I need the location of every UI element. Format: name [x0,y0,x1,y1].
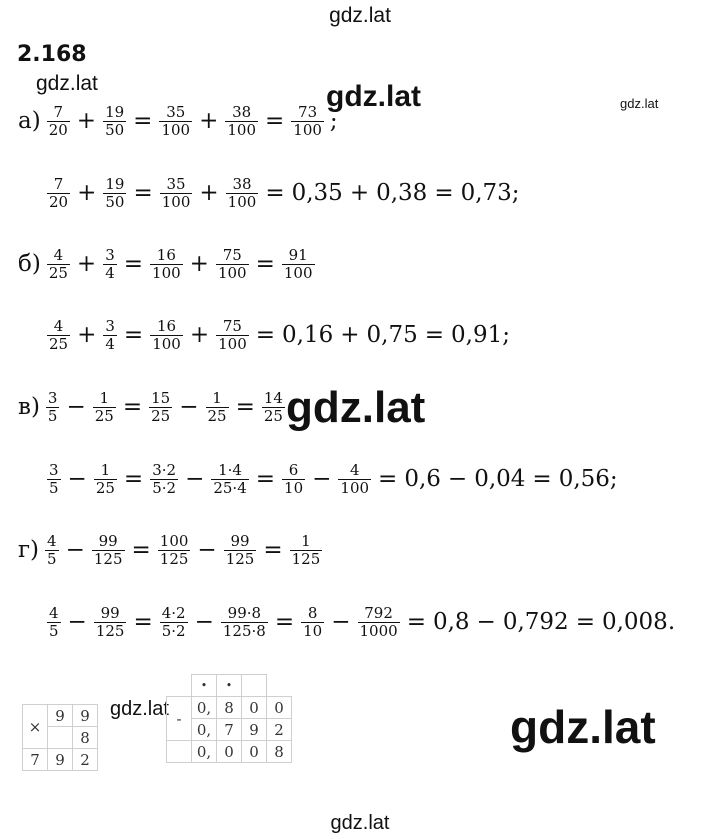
fraction [290,533,323,568]
denominator: 100 [227,121,256,139]
fraction [45,533,59,568]
operator: = [274,609,295,635]
numerator: 1 [99,389,110,407]
fraction [47,104,70,139]
operator: = [532,466,552,492]
sub-cell: 0 [217,741,242,763]
value: 0,91; [451,322,511,348]
denominator: 100 [340,479,370,497]
mul-cell: 9 [48,749,73,771]
fraction [46,390,60,425]
denominator: 100 [293,121,322,139]
equation-line [44,605,678,640]
watermark-bottom: gdz.lat [330,812,390,834]
operator: + [77,322,97,348]
subtraction-table [166,674,292,763]
mul-sign: × [23,705,48,749]
denominator: 50 [105,193,125,211]
operator: − [476,609,496,635]
fraction [150,462,178,497]
problem-number: 2.168 [17,42,87,67]
fraction [159,104,192,139]
denominator: 5·2 [161,622,186,640]
watermark-left: gdz.lat [36,72,98,95]
fraction [149,390,172,425]
denominator: 5 [49,479,59,497]
fraction [160,176,193,211]
denominator: 5 [47,407,58,425]
operator: = [265,180,285,206]
denominator: 125 [291,550,321,568]
value: 0,04 [474,466,526,492]
sub-cell: 0 [242,697,267,719]
operator: − [194,609,214,635]
numerator: 99 [98,532,118,550]
fraction [211,462,248,497]
operator: = [255,251,275,277]
numerator: 73 [298,103,318,121]
numerator: 35 [166,103,186,121]
denominator: 25 [94,407,114,425]
denominator: 25 [95,479,115,497]
operator: = [434,180,454,206]
operator: − [67,466,87,492]
item-label: а) [18,108,41,134]
sub-sign: - [167,697,192,741]
mul-cell [48,727,73,749]
value: 0,6 [404,466,441,492]
operator: − [179,394,199,420]
mul-cell: 2 [73,749,98,771]
fraction [150,247,183,282]
operator: + [349,180,370,206]
numerator: 16 [156,317,177,335]
value: 0,8 [432,609,470,635]
numerator: 38 [232,103,252,121]
operator: − [447,466,468,492]
fraction [92,533,125,568]
numerator: 4 [53,246,64,264]
operator: = [123,466,144,492]
equation-line [18,247,318,282]
value: 0,008. [601,609,676,635]
denominator: 5 [49,622,59,640]
denominator: 125·8 [222,622,266,640]
denominator: 10 [303,622,323,640]
denominator: 125 [95,622,125,640]
operator: = [406,609,426,635]
fraction [224,533,257,568]
value: 0,75 [366,322,418,348]
numerator: 99 [230,532,250,550]
numerator: 16 [156,246,176,264]
operator: − [197,537,217,563]
fraction [282,462,305,497]
operator: = [378,466,398,492]
operator: = [122,394,143,420]
denominator: 125 [93,550,123,568]
numerator: 3 [105,246,115,264]
denominator: 4 [105,264,115,282]
numerator: 4 [47,532,57,550]
denominator: 25 [207,407,227,425]
fraction [206,390,229,425]
watermark-bold-top: gdz.lat [326,80,421,113]
operator: − [67,609,87,635]
denominator: 100 [152,264,181,282]
value: 0,38 [376,180,428,206]
operator: = [235,394,255,420]
fraction [150,318,183,353]
numerator: 75 [222,317,242,335]
sub-cell: 0, [192,697,217,719]
numerator: 3·2 [152,461,177,479]
numerator: 19 [105,103,125,121]
equation-line [44,318,513,353]
watermark-bold-middle: gdz.lat [286,383,426,432]
numerator: 8 [307,604,318,622]
multiplication-table [22,704,98,771]
sub-cell: 0, [192,719,217,741]
equation-line [18,104,341,139]
numerator: 75 [222,246,242,264]
mul-cell: 8 [73,727,98,749]
fraction [301,605,324,640]
mul-cell: 9 [48,705,73,727]
fraction [47,318,70,353]
value: 0,792 [502,609,569,635]
denominator: 100 [218,335,247,353]
operator: + [199,180,219,206]
numerator: 19 [105,175,125,193]
sub-cell: 0, [192,741,217,763]
operator: + [199,108,219,134]
operator: = [265,108,285,134]
denominator: 10 [284,479,304,497]
sub-cell: 7 [217,719,242,741]
operator: − [185,466,205,492]
numerator: 1 [301,532,311,550]
numerator: 3 [49,461,59,479]
operator: = [133,609,153,635]
fraction [94,462,117,497]
numerator: 38 [232,175,252,193]
operator: + [340,322,360,348]
fraction [282,247,315,282]
operator: = [133,108,153,134]
fraction [103,176,126,211]
numerator: 792 [364,604,393,622]
watermark-bold-bottom: gdz.lat [510,701,656,753]
fraction [221,605,268,640]
operator: = [424,322,445,348]
fraction [103,247,117,282]
denominator: 25 [263,407,283,425]
watermark-top: gdz.lat [329,4,391,27]
denominator: 100 [283,264,313,282]
denominator: 50 [105,121,125,139]
value: 0,56; [558,466,618,492]
equation-line [18,533,325,568]
sub-cell: 0 [267,697,292,719]
mul-cell: 7 [23,749,48,771]
denominator: 25 [151,407,171,425]
fraction [94,605,127,640]
sub-cell: 8 [267,741,292,763]
item-label: в) [18,394,40,420]
fraction [47,462,61,497]
fraction [216,247,249,282]
fraction [338,462,371,497]
fraction [291,104,324,139]
operator: = [133,180,153,206]
value: 0,16 [282,322,334,348]
operator: = [263,537,283,563]
operator: + [76,251,97,277]
numerator: 4·2 [161,604,186,622]
fraction [226,176,259,211]
operator: − [66,394,86,420]
fraction [103,104,126,139]
operator: + [77,180,97,206]
operator: = [255,466,276,492]
fraction [225,104,258,139]
denominator: 100 [152,335,181,353]
operator: = [131,537,151,563]
numerator: 91 [288,246,308,264]
operator: − [312,466,332,492]
fraction [158,533,191,568]
denominator: 100 [227,193,257,211]
denominator: 5·2 [152,479,177,497]
numerator: 1·4 [218,461,242,479]
numerator: 99 [100,604,120,622]
watermark-small-right: gdz.lat [620,96,659,111]
denominator: 125 [225,550,255,568]
numerator: 3 [47,389,58,407]
borrow-dot: • [217,675,242,697]
numerator: 4 [53,317,64,335]
operator: − [331,609,351,635]
operator: + [189,251,209,277]
fraction [103,318,117,353]
equation-line [18,390,288,425]
operator: + [189,322,210,348]
operator: = [575,609,595,635]
denominator: 25·4 [213,479,247,497]
value: 0,35 [291,180,343,206]
sub-cell: 9 [242,719,267,741]
operator: = [123,322,144,348]
denominator: 1000 [359,622,398,640]
operator: − [65,537,85,563]
operator: = [123,251,144,277]
sub-cell: 2 [267,719,292,741]
sub-cell: 8 [217,697,242,719]
denominator: 25 [48,264,68,282]
fraction [160,605,188,640]
fraction [262,390,285,425]
value: ; [329,108,338,134]
item-label: б) [18,251,41,277]
watermark-calc: gdz.lat [110,698,169,720]
equation-line [44,176,523,211]
fraction [47,176,70,211]
numerator: 6 [288,461,299,479]
equation-line [44,462,621,497]
operator: = [255,322,276,348]
fraction [47,605,61,640]
fraction [358,605,400,640]
value: 0,73; [460,180,520,206]
numerator: 7 [53,175,64,193]
numerator: 4 [349,461,360,479]
denominator: 5 [47,550,57,568]
numerator: 14 [263,389,283,407]
denominator: 125 [159,550,189,568]
fraction [216,318,249,353]
numerator: 1 [212,389,222,407]
numerator: 100 [159,532,189,550]
numerator: 35 [166,175,186,193]
numerator: 3 [105,317,115,335]
denominator: 25 [49,335,69,353]
denominator: 100 [161,193,191,211]
item-label: г) [18,537,40,563]
borrow-dot: • [192,675,217,697]
numerator: 7 [53,103,63,121]
numerator: 1 [100,461,111,479]
numerator: 15 [151,389,171,407]
sub-cell: 0 [242,741,267,763]
denominator: 4 [105,335,115,353]
denominator: 100 [217,264,247,282]
numerator: 99·8 [227,604,262,622]
fraction [93,390,116,425]
denominator: 100 [161,121,191,139]
numerator: 4 [49,604,59,622]
denominator: 20 [49,193,69,211]
operator: + [76,108,97,134]
fraction [47,247,70,282]
mul-cell: 9 [73,705,98,727]
denominator: 20 [48,121,68,139]
